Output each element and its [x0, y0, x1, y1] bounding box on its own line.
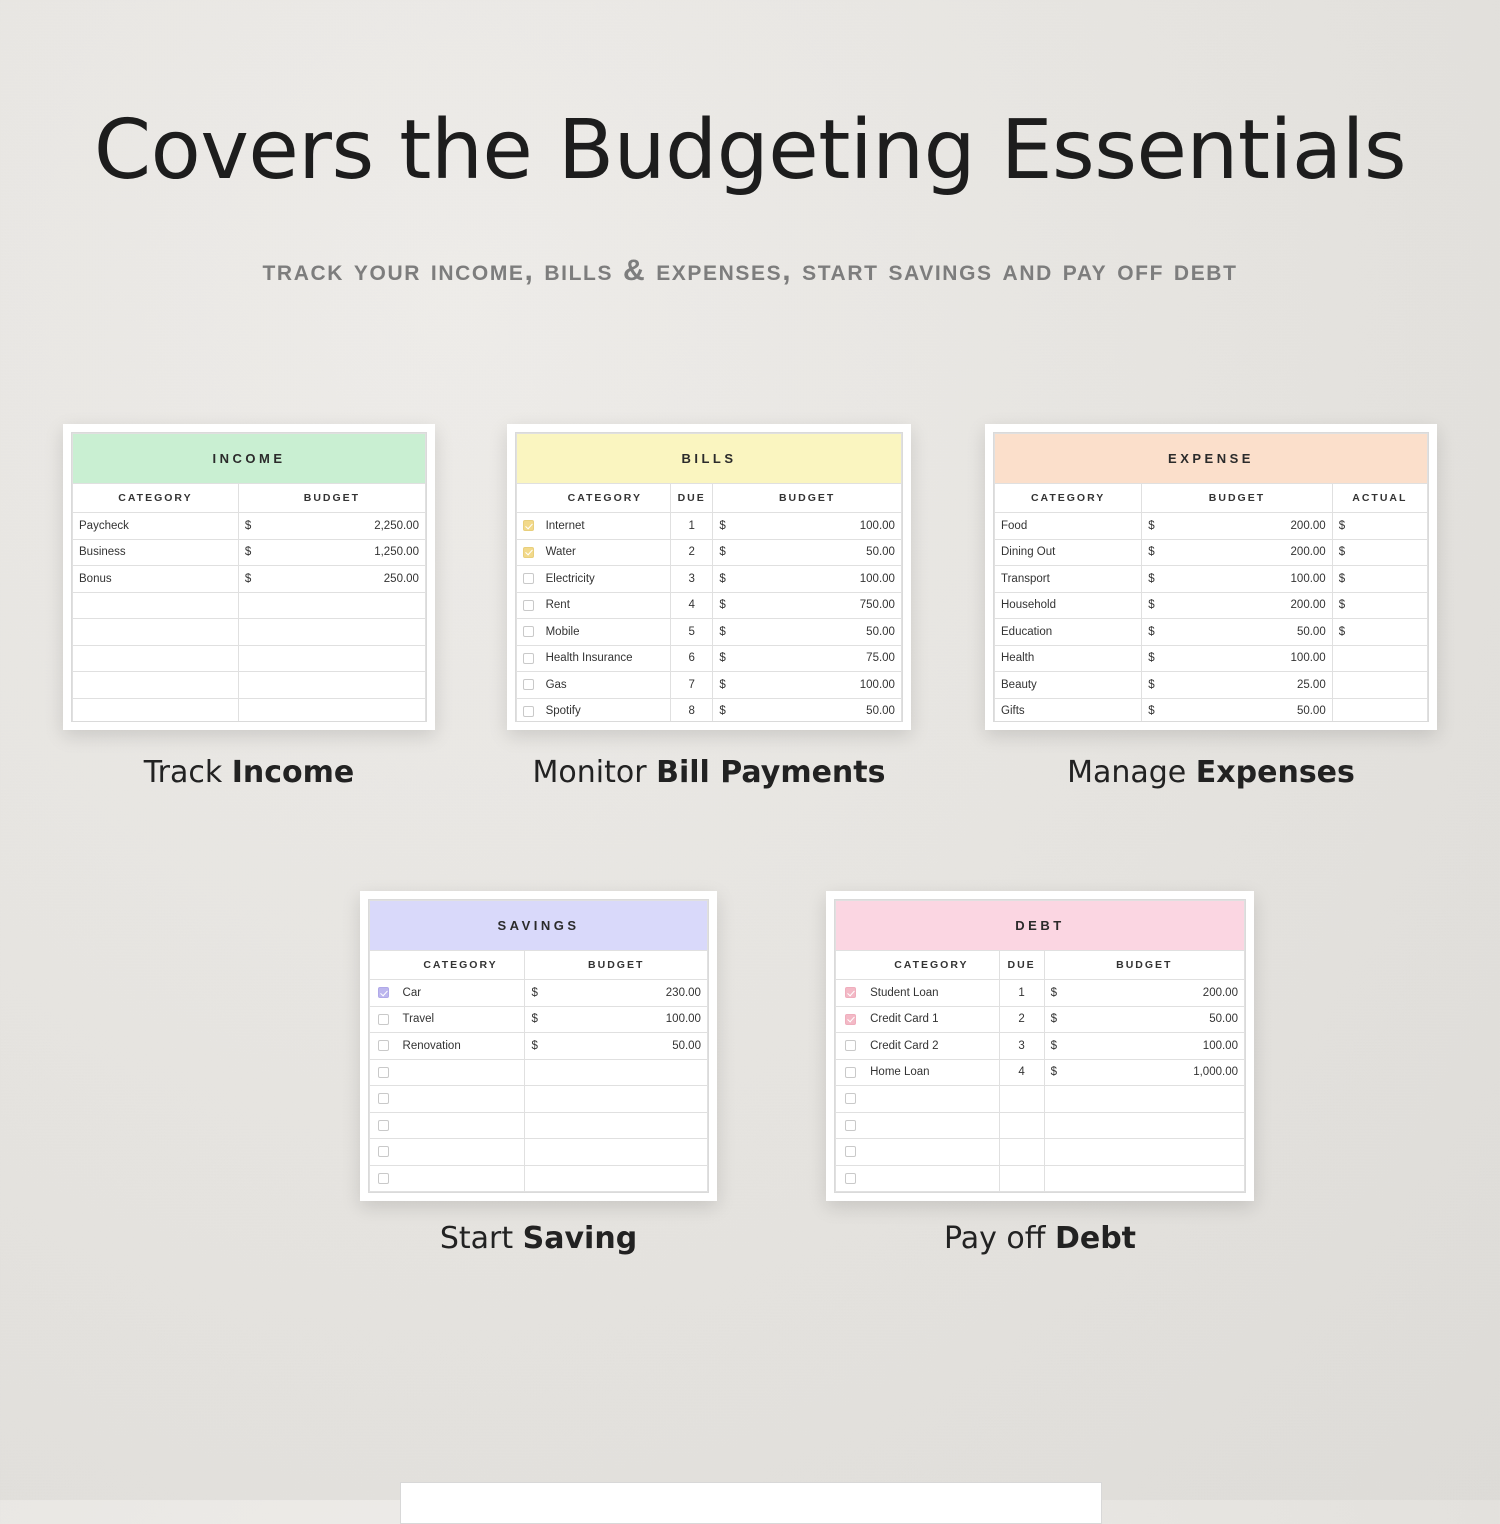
bills-budget-currency: $: [713, 698, 807, 722]
bills-row[interactable]: [517, 513, 902, 540]
debt-header-category: CATEGORY: [864, 951, 999, 980]
bills-budget-currency: $: [713, 619, 807, 646]
debt-checkbox-cell[interactable]: [836, 1112, 865, 1139]
bills-card: [507, 424, 911, 730]
expense-category[interactable]: Health: [995, 645, 1142, 672]
expense-budget-currency: $: [1142, 698, 1237, 722]
debt-row[interactable]: [836, 1165, 1245, 1192]
debt-due[interactable]: 1: [999, 980, 1044, 1007]
bills-check-header: [517, 484, 540, 513]
bills-budget: 50.00: [807, 539, 901, 566]
debt-table: [835, 900, 1245, 1192]
debt-budget-currency: [1044, 1112, 1144, 1139]
checkbox-icon[interactable]: [378, 1014, 389, 1025]
expense-category[interactable]: Food: [995, 513, 1142, 540]
checkbox-icon[interactable]: [845, 1120, 856, 1131]
bills-category[interactable]: Gas: [540, 672, 671, 699]
expense-budget: 25.00: [1237, 672, 1332, 699]
savings-table: [369, 900, 708, 1192]
income-category[interactable]: [73, 619, 239, 646]
savings-row[interactable]: [370, 1006, 708, 1033]
debt-category[interactable]: Credit Card 1: [864, 1006, 999, 1033]
bills-due[interactable]: 8: [670, 698, 712, 722]
bills-category[interactable]: Spotify: [540, 698, 671, 722]
savings-title-row: [370, 901, 708, 951]
bills-budget: 50.00: [807, 698, 901, 722]
income-category[interactable]: [73, 672, 239, 699]
debt-row[interactable]: [836, 1059, 1245, 1086]
checkbox-checked-icon[interactable]: [523, 520, 534, 531]
income-row[interactable]: [73, 566, 426, 593]
savings-budget-currency: [525, 1059, 616, 1086]
bills-checkbox-cell[interactable]: [517, 645, 540, 672]
savings-category[interactable]: [397, 1165, 525, 1192]
bills-sheet: [515, 432, 903, 722]
savings-header-category: CATEGORY: [397, 951, 525, 980]
bills-due[interactable]: 2: [670, 539, 712, 566]
income-category[interactable]: [73, 592, 239, 619]
expense-category[interactable]: Transport: [995, 566, 1142, 593]
bills-caption-prefix: Monitor: [533, 755, 657, 790]
bills-category[interactable]: Health Insurance: [540, 645, 671, 672]
bills-budget-currency: $: [713, 672, 807, 699]
debt-due[interactable]: [999, 1112, 1044, 1139]
debt-due[interactable]: 2: [999, 1006, 1044, 1033]
savings-budget: [616, 1059, 707, 1086]
savings-budget-currency: [525, 1139, 616, 1166]
savings-checkbox-cell[interactable]: [370, 1112, 397, 1139]
income-caption-bold: Income: [232, 755, 355, 790]
bills-checkbox-cell[interactable]: [517, 539, 540, 566]
savings-category[interactable]: [397, 1086, 525, 1113]
expense-row[interactable]: [995, 513, 1428, 540]
expense-budget: 50.00: [1237, 698, 1332, 722]
expense-actual-currency: $: [1332, 592, 1427, 619]
expense-budget: 200.00: [1237, 513, 1332, 540]
debt-budget-currency: $: [1044, 1033, 1144, 1060]
expense-budget-currency: $: [1142, 539, 1237, 566]
expense-row[interactable]: [995, 539, 1428, 566]
checkbox-icon[interactable]: [845, 1146, 856, 1157]
debt-category[interactable]: [864, 1112, 999, 1139]
debt-checkbox-cell[interactable]: [836, 1086, 865, 1113]
savings-budget: 50.00: [616, 1033, 707, 1060]
bills-table: [516, 433, 902, 722]
income-row[interactable]: [73, 645, 426, 672]
expense-row[interactable]: [995, 592, 1428, 619]
checkbox-icon[interactable]: [523, 706, 534, 717]
debt-checkbox-cell[interactable]: [836, 1059, 865, 1086]
bills-row[interactable]: [517, 592, 902, 619]
bills-title: BILLS: [517, 434, 902, 484]
income-title: INCOME: [73, 434, 426, 484]
debt-check-header: [836, 951, 865, 980]
expense-row[interactable]: [995, 566, 1428, 593]
savings-checkbox-cell[interactable]: [370, 1165, 397, 1192]
checkbox-icon[interactable]: [523, 573, 534, 584]
checkbox-icon[interactable]: [845, 1173, 856, 1184]
income-title-row: [73, 434, 426, 484]
bills-row[interactable]: [517, 619, 902, 646]
income-budget: [332, 698, 426, 722]
expense-header-budget: BUDGET: [1142, 484, 1333, 513]
income-header-category: CATEGORY: [73, 484, 239, 513]
checkbox-icon[interactable]: [378, 1173, 389, 1184]
checkbox-icon[interactable]: [845, 1040, 856, 1051]
bills-due[interactable]: 4: [670, 592, 712, 619]
savings-budget-currency: $: [525, 1033, 616, 1060]
bills-budget-currency: $: [713, 539, 807, 566]
income-category[interactable]: Bonus: [73, 566, 239, 593]
expense-budget-currency: $: [1142, 672, 1237, 699]
savings-category[interactable]: [397, 1059, 525, 1086]
debt-budget-currency: $: [1044, 1059, 1144, 1086]
checkbox-icon[interactable]: [523, 653, 534, 664]
savings-caption-bold: Saving: [523, 1221, 638, 1256]
debt-budget: 100.00: [1144, 1033, 1244, 1060]
savings-budget: [616, 1086, 707, 1113]
bills-category[interactable]: Internet: [540, 513, 671, 540]
debt-category[interactable]: Credit Card 2: [864, 1033, 999, 1060]
savings-checkbox-cell[interactable]: [370, 1033, 397, 1060]
income-budget-currency: $: [238, 539, 332, 566]
debt-due[interactable]: [999, 1139, 1044, 1166]
debt-caption-bold: Debt: [1055, 1221, 1136, 1256]
savings-row[interactable]: [370, 1059, 708, 1086]
bills-checkbox-cell[interactable]: [517, 566, 540, 593]
bills-caption: [507, 755, 911, 790]
bills-row[interactable]: [517, 672, 902, 699]
savings-caption: [360, 1221, 717, 1256]
expense-row[interactable]: [995, 698, 1428, 722]
bills-budget: 100.00: [807, 566, 901, 593]
savings-budget: 100.00: [616, 1006, 707, 1033]
income-budget-currency: [238, 672, 332, 699]
bills-due[interactable]: 7: [670, 672, 712, 699]
expense-category[interactable]: Beauty: [995, 672, 1142, 699]
debt-header-row: [836, 951, 1245, 980]
checkbox-icon[interactable]: [378, 1093, 389, 1104]
bottom-placeholder-bar: [400, 1482, 1102, 1524]
debt-category[interactable]: Student Loan: [864, 980, 999, 1007]
bills-category[interactable]: Mobile: [540, 619, 671, 646]
income-budget: [332, 672, 426, 699]
income-budget: 1,250.00: [332, 539, 426, 566]
income-budget: [332, 645, 426, 672]
expense-actual-currency: $: [1332, 539, 1427, 566]
bills-checkbox-cell[interactable]: [517, 619, 540, 646]
expense-caption-prefix: Manage: [1067, 755, 1196, 790]
debt-budget: [1144, 1165, 1244, 1192]
expense-sheet: [993, 432, 1429, 722]
expense-category[interactable]: Dining Out: [995, 539, 1142, 566]
bills-header-row: [517, 484, 902, 513]
expense-actual-currency: $: [1332, 566, 1427, 593]
savings-checkbox-cell[interactable]: [370, 980, 397, 1007]
savings-budget: [616, 1112, 707, 1139]
debt-budget: [1144, 1112, 1244, 1139]
debt-row[interactable]: [836, 1086, 1245, 1113]
savings-budget-currency: [525, 1086, 616, 1113]
bills-checkbox-cell[interactable]: [517, 672, 540, 699]
savings-checkbox-cell[interactable]: [370, 1086, 397, 1113]
checkbox-icon[interactable]: [378, 1120, 389, 1131]
debt-budget: 1,000.00: [1144, 1059, 1244, 1086]
savings-category[interactable]: Travel: [397, 1006, 525, 1033]
income-category[interactable]: [73, 645, 239, 672]
checkbox-icon[interactable]: [523, 679, 534, 690]
savings-header-row: [370, 951, 708, 980]
checkbox-checked-icon[interactable]: [845, 1014, 856, 1025]
debt-budget: [1144, 1139, 1244, 1166]
debt-checkbox-cell[interactable]: [836, 1006, 865, 1033]
savings-budget-currency: $: [525, 1006, 616, 1033]
savings-row[interactable]: [370, 1086, 708, 1113]
debt-row[interactable]: [836, 980, 1245, 1007]
bills-header-due: DUE: [670, 484, 712, 513]
page-subtitle: track your income, bills & expenses, start savings and pay off debt: [150, 248, 1350, 293]
debt-due[interactable]: 3: [999, 1033, 1044, 1060]
income-sheet: [71, 432, 427, 722]
expense-category[interactable]: Education: [995, 619, 1142, 646]
savings-checkbox-cell[interactable]: [370, 1139, 397, 1166]
debt-budget-currency: [1044, 1139, 1144, 1166]
bills-row[interactable]: [517, 698, 902, 722]
checkbox-icon[interactable]: [523, 600, 534, 611]
income-budget-currency: $: [238, 566, 332, 593]
expense-caption-bold: Expenses: [1196, 755, 1355, 790]
income-category[interactable]: Business: [73, 539, 239, 566]
bills-due[interactable]: 6: [670, 645, 712, 672]
debt-row[interactable]: [836, 1006, 1245, 1033]
savings-row[interactable]: [370, 1165, 708, 1192]
expense-row[interactable]: [995, 619, 1428, 646]
expense-budget: 200.00: [1237, 592, 1332, 619]
income-header-row: [73, 484, 426, 513]
debt-category[interactable]: [864, 1165, 999, 1192]
debt-checkbox-cell[interactable]: [836, 1139, 865, 1166]
checkbox-checked-icon[interactable]: [523, 547, 534, 558]
savings-check-header: [370, 951, 397, 980]
expense-actual-currency: [1332, 698, 1427, 722]
expense-budget-currency: $: [1142, 645, 1237, 672]
income-table: [72, 433, 426, 722]
bills-title-row: [517, 434, 902, 484]
expense-title-row: [995, 434, 1428, 484]
bills-budget-currency: $: [713, 566, 807, 593]
savings-category[interactable]: [397, 1112, 525, 1139]
bills-budget-currency: $: [713, 645, 807, 672]
expense-budget-currency: $: [1142, 513, 1237, 540]
checkbox-icon[interactable]: [845, 1093, 856, 1104]
expense-actual-currency: [1332, 672, 1427, 699]
expense-budget-currency: $: [1142, 566, 1237, 593]
checkbox-icon[interactable]: [378, 1040, 389, 1051]
income-row[interactable]: [73, 513, 426, 540]
savings-row[interactable]: [370, 980, 708, 1007]
expense-title: EXPENSE: [995, 434, 1428, 484]
bills-budget: 75.00: [807, 645, 901, 672]
savings-row[interactable]: [370, 1112, 708, 1139]
savings-title: SAVINGS: [370, 901, 708, 951]
income-card: [63, 424, 435, 730]
debt-caption: [826, 1221, 1254, 1256]
debt-row[interactable]: [836, 1033, 1245, 1060]
income-budget: [332, 619, 426, 646]
expense-card: [985, 424, 1437, 730]
page-title: Covers the Budgeting Essentials: [0, 110, 1500, 192]
debt-title-row: [836, 901, 1245, 951]
bills-due[interactable]: 1: [670, 513, 712, 540]
expense-budget-currency: $: [1142, 592, 1237, 619]
bills-category[interactable]: Rent: [540, 592, 671, 619]
expense-budget: 100.00: [1237, 566, 1332, 593]
bills-category[interactable]: Electricity: [540, 566, 671, 593]
bills-budget-currency: $: [713, 592, 807, 619]
debt-caption-prefix: Pay off: [944, 1221, 1055, 1256]
checkbox-icon[interactable]: [378, 1146, 389, 1157]
income-budget: 2,250.00: [332, 513, 426, 540]
debt-budget: 200.00: [1144, 980, 1244, 1007]
income-caption: [63, 755, 435, 790]
income-row[interactable]: [73, 592, 426, 619]
expense-header-row: [995, 484, 1428, 513]
income-budget-currency: $: [238, 513, 332, 540]
expense-budget-currency: $: [1142, 619, 1237, 646]
savings-budget-currency: $: [525, 980, 616, 1007]
income-row[interactable]: [73, 619, 426, 646]
debt-category[interactable]: [864, 1086, 999, 1113]
savings-sheet: [368, 899, 709, 1193]
bills-budget: 750.00: [807, 592, 901, 619]
debt-row[interactable]: [836, 1112, 1245, 1139]
bills-due[interactable]: 5: [670, 619, 712, 646]
debt-header-due: DUE: [999, 951, 1044, 980]
checkbox-icon[interactable]: [845, 1067, 856, 1078]
savings-category[interactable]: Car: [397, 980, 525, 1007]
savings-row[interactable]: [370, 1139, 708, 1166]
savings-row[interactable]: [370, 1033, 708, 1060]
savings-card: [360, 891, 717, 1201]
expense-header-category: CATEGORY: [995, 484, 1142, 513]
income-budget-currency: [238, 592, 332, 619]
income-budget-currency: [238, 698, 332, 722]
bills-header-category: CATEGORY: [540, 484, 671, 513]
debt-budget: 50.00: [1144, 1006, 1244, 1033]
savings-category[interactable]: Renovation: [397, 1033, 525, 1060]
bills-checkbox-cell[interactable]: [517, 592, 540, 619]
expense-budget: 100.00: [1237, 645, 1332, 672]
expense-row[interactable]: [995, 645, 1428, 672]
debt-budget-currency: [1044, 1165, 1144, 1192]
bills-budget: 100.00: [807, 672, 901, 699]
debt-due[interactable]: 4: [999, 1059, 1044, 1086]
expense-row[interactable]: [995, 672, 1428, 699]
checkbox-icon[interactable]: [523, 626, 534, 637]
income-header-budget: BUDGET: [238, 484, 425, 513]
bills-header-budget: BUDGET: [713, 484, 902, 513]
income-category[interactable]: [73, 698, 239, 722]
income-budget-currency: [238, 645, 332, 672]
debt-header-budget: BUDGET: [1044, 951, 1244, 980]
savings-category[interactable]: [397, 1139, 525, 1166]
income-budget-currency: [238, 619, 332, 646]
bills-checkbox-cell[interactable]: [517, 698, 540, 722]
bills-row[interactable]: [517, 539, 902, 566]
expense-actual-currency: $: [1332, 619, 1427, 646]
bills-budget: 50.00: [807, 619, 901, 646]
income-budget: 250.00: [332, 566, 426, 593]
savings-budget-currency: [525, 1165, 616, 1192]
bills-row[interactable]: [517, 645, 902, 672]
savings-checkbox-cell[interactable]: [370, 1059, 397, 1086]
income-category[interactable]: Paycheck: [73, 513, 239, 540]
bills-due[interactable]: 3: [670, 566, 712, 593]
debt-checkbox-cell[interactable]: [836, 980, 865, 1007]
debt-checkbox-cell[interactable]: [836, 1165, 865, 1192]
bills-row[interactable]: [517, 566, 902, 593]
income-row[interactable]: [73, 539, 426, 566]
bills-checkbox-cell[interactable]: [517, 513, 540, 540]
expense-budget: 50.00: [1237, 619, 1332, 646]
savings-checkbox-cell[interactable]: [370, 1006, 397, 1033]
expense-caption: [985, 755, 1437, 790]
debt-checkbox-cell[interactable]: [836, 1033, 865, 1060]
debt-budget-currency: $: [1044, 1006, 1144, 1033]
debt-row[interactable]: [836, 1139, 1245, 1166]
savings-budget: [616, 1139, 707, 1166]
debt-budget: [1144, 1086, 1244, 1113]
savings-header-budget: BUDGET: [525, 951, 708, 980]
savings-budget: [616, 1165, 707, 1192]
bills-budget-currency: $: [713, 513, 807, 540]
expense-budget: 200.00: [1237, 539, 1332, 566]
checkbox-checked-icon[interactable]: [378, 987, 389, 998]
income-row[interactable]: [73, 672, 426, 699]
debt-category[interactable]: Home Loan: [864, 1059, 999, 1086]
debt-budget-currency: [1044, 1086, 1144, 1113]
expense-actual-currency: $: [1332, 513, 1427, 540]
debt-title: DEBT: [836, 901, 1245, 951]
savings-budget-currency: [525, 1112, 616, 1139]
expense-category[interactable]: Gifts: [995, 698, 1142, 722]
expense-category[interactable]: Household: [995, 592, 1142, 619]
debt-card: [826, 891, 1254, 1201]
expense-actual-currency: [1332, 645, 1427, 672]
bills-category[interactable]: Water: [540, 539, 671, 566]
expense-table: [994, 433, 1428, 722]
bills-budget: 100.00: [807, 513, 901, 540]
debt-sheet: [834, 899, 1246, 1193]
bills-caption-bold: Bill Payments: [656, 755, 885, 790]
debt-due[interactable]: [999, 1086, 1044, 1113]
debt-category[interactable]: [864, 1139, 999, 1166]
expense-header-actual: ACTUAL: [1332, 484, 1427, 513]
checkbox-icon[interactable]: [378, 1067, 389, 1078]
income-row[interactable]: [73, 698, 426, 722]
income-budget: [332, 592, 426, 619]
debt-due[interactable]: [999, 1165, 1044, 1192]
savings-budget: 230.00: [616, 980, 707, 1007]
income-caption-prefix: Track: [144, 755, 232, 790]
debt-budget-currency: $: [1044, 980, 1144, 1007]
checkbox-checked-icon[interactable]: [845, 987, 856, 998]
savings-caption-prefix: Start: [440, 1221, 523, 1256]
